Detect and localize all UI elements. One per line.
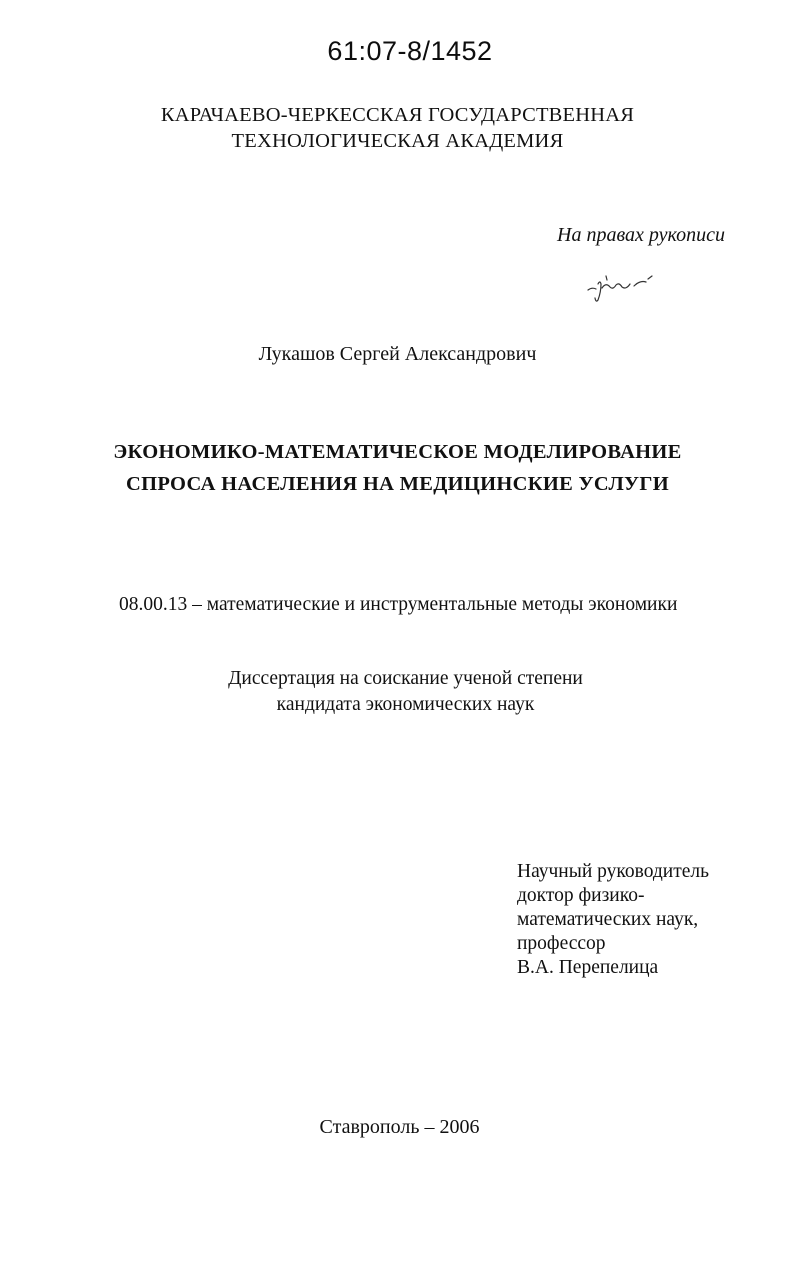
supervisor-line-5: В.А. Перепелица [517, 957, 659, 978]
rights-note: На правах рукописи [557, 224, 725, 246]
degree-statement [8, 666, 795, 718]
title-line-2: СПРОСА НАСЕЛЕНИЯ НА МЕДИЦИНСКИЕ УСЛУГИ [125, 473, 669, 495]
author-name: Лукашов Сергей Александрович [258, 343, 537, 365]
degree-line-1: Диссертация на соискание ученой степени [228, 668, 583, 689]
city-year: Ставрополь – 2006 [319, 1116, 480, 1138]
supervisor-line-1: Научный руководитель [517, 861, 710, 882]
supervisor-line-4: профессор [517, 933, 606, 954]
specialty-code: 08.00.13 – математические и инструментальные методы экономики [119, 594, 678, 615]
supervisor-line-3: математических наук, [517, 909, 699, 930]
degree-line-2: кандидата экономических наук [276, 694, 535, 715]
signature-mark [586, 270, 656, 304]
institution-line-2: ТЕХНОЛОГИЧЕСКАЯ АКАДЕМИЯ [231, 130, 564, 152]
catalog-number: 61:07-8/1452 [327, 36, 493, 66]
supervisor-block [517, 860, 709, 980]
institution-line-1: КАРАЧАЕВО-ЧЕРКЕССКАЯ ГОСУДАРСТВЕННАЯ [160, 104, 635, 126]
institution-name [0, 102, 795, 154]
supervisor-line-2: доктор физико- [517, 885, 645, 906]
title-line-1: ЭКОНОМИКО-МАТЕМАТИЧЕСКОЕ МОДЕЛИРОВАНИЕ [113, 441, 682, 463]
dissertation-title [0, 436, 795, 500]
